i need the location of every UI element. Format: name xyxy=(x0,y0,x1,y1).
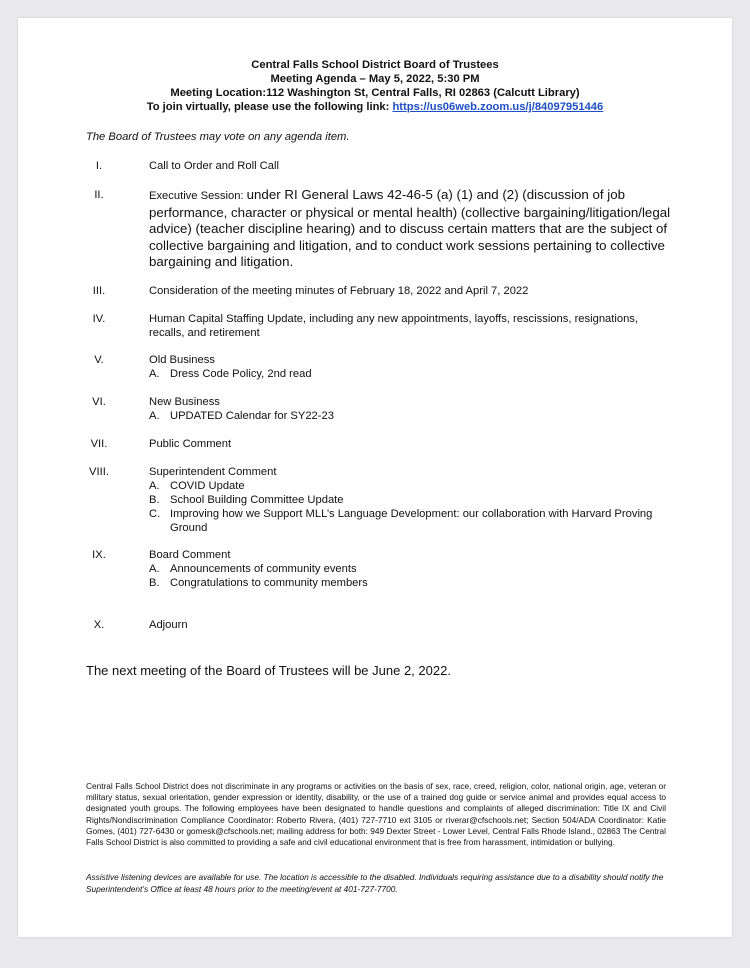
item-text: Human Capital Staffing Update, including any new appointments, layoffs, rescissions, resignations, recalls, and retirement xyxy=(149,313,638,339)
sub-item-letter: A. xyxy=(149,480,160,492)
item-number: I. xyxy=(95,160,103,172)
virtual-join-prefix: To join virtually, please use the following link: xyxy=(146,101,393,113)
sub-item xyxy=(149,576,669,590)
sub-item xyxy=(149,493,669,507)
meeting-location: Meeting Location:112 Washington St, Central Falls, RI 02863 (Calcutt Library) xyxy=(170,87,580,99)
sub-item xyxy=(149,367,669,381)
executive-session-label: Executive Session: xyxy=(149,190,247,202)
meeting-date: Meeting Agenda – May 5, 2022, 5:30 PM xyxy=(270,73,480,85)
item-number: V. xyxy=(94,354,104,366)
item-number: III. xyxy=(92,285,106,297)
assistive-notice: Assistive listening devices are available for use. The location is accessible to the disabled. Individuals requiring assistance due to a disability should notify the Superintendent’s Office at least 48 hours prior to the meeting/event at 401-727-7700. xyxy=(86,872,664,894)
sub-item xyxy=(149,409,669,423)
item-body xyxy=(149,395,669,423)
agenda-header xyxy=(18,58,732,114)
sub-item-letter: B. xyxy=(149,494,160,506)
sub-item-text: UPDATED Calendar for SY22-23 xyxy=(170,410,334,422)
executive-session-text: under RI General Laws 42-46-5 (a) (1) and (2) (discussion of job performance, character or physical or mental health) (collective bargaining/litigation/legal advice) (teacher discipline hearing) and to discuss certain matters that are the subject of collective bargaining and litigation, and to conduct work sessions pertaining to collective bargaining and litigation. xyxy=(149,187,671,269)
virtual-join-line xyxy=(18,100,732,114)
sub-item xyxy=(149,479,669,493)
nondiscrimination-notice: Central Falls School District does not discriminate in any programs or activities on the basis of sex, race, creed, religion, color, national origin, age, veteran or military status, sexual orientation, gender expression or identity, disability, or the use of a trained dog guide or service animal and provides equal access to designated youth groups. The following employees have been designated to handle questions and complaints of alleged discrimination: Title IX and Civil Rights/Nondiscrimination Compliance Coordinator: Roberto Rivera, (401) 727-7710 ext 3105 or riverar@cfschools.net; Section 504/ADA Coordinator: Katie Gomes, (401) 727-6430 or gomesk@cfschools.net; mailing address for both: 949 Dexter Street - Lower Level, Central Falls Rhode Island., 02863 The Central Falls School District is also committed to providing a safe and civil educational environment that is free from harassment, intimidation or bullying. xyxy=(86,781,666,848)
item-number: VIII. xyxy=(89,466,109,478)
sub-item-letter: C. xyxy=(149,508,161,520)
item-text: Consideration of the meeting minutes of February 18, 2022 and April 7, 2022 xyxy=(149,285,529,297)
item-body xyxy=(149,465,669,535)
sub-item-text: School Building Committee Update xyxy=(170,494,344,506)
sub-item-text: COVID Update xyxy=(170,480,245,492)
sub-item-letter: A. xyxy=(149,563,160,575)
item-number: X. xyxy=(93,619,105,631)
sub-item-text: Congratulations to community members xyxy=(170,577,368,589)
item-number: IX. xyxy=(92,549,106,561)
sub-item-letter: B. xyxy=(149,577,160,589)
sub-item-text: Announcements of community events xyxy=(170,563,357,575)
item-text: Old Business xyxy=(149,354,215,366)
item-body xyxy=(149,353,669,381)
next-meeting-note: The next meeting of the Board of Trustees will be June 2, 2022. xyxy=(86,663,451,678)
sub-item-text: Improving how we Support MLL’s Language Development: our collaboration with Harvard Proving Ground xyxy=(170,508,653,534)
item-text: Board Comment xyxy=(149,549,231,561)
item-text xyxy=(149,187,679,271)
agenda-page xyxy=(18,18,732,937)
item-number: IV. xyxy=(92,313,106,325)
sub-item xyxy=(149,507,669,535)
item-text: Call to Order and Roll Call xyxy=(149,160,279,172)
zoom-link[interactable]: https://us06web.zoom.us/j/84097951446 xyxy=(392,101,604,113)
sub-item-letter: A. xyxy=(149,410,160,422)
board-title: Central Falls School District Board of Trustees xyxy=(251,59,499,71)
item-body xyxy=(149,548,669,590)
item-text: Public Comment xyxy=(149,438,232,450)
item-number: VII. xyxy=(90,438,108,450)
item-number: II. xyxy=(94,189,104,201)
sub-item-letter: A. xyxy=(149,368,160,380)
vote-note: The Board of Trustees may vote on any agenda item. xyxy=(86,131,350,143)
item-text: Adjourn xyxy=(149,619,188,631)
item-number: VI. xyxy=(92,396,106,408)
sub-item xyxy=(149,562,669,576)
sub-item-text: Dress Code Policy, 2nd read xyxy=(170,368,312,380)
item-text: New Business xyxy=(149,396,220,408)
item-text: Superintendent Comment xyxy=(149,466,277,478)
